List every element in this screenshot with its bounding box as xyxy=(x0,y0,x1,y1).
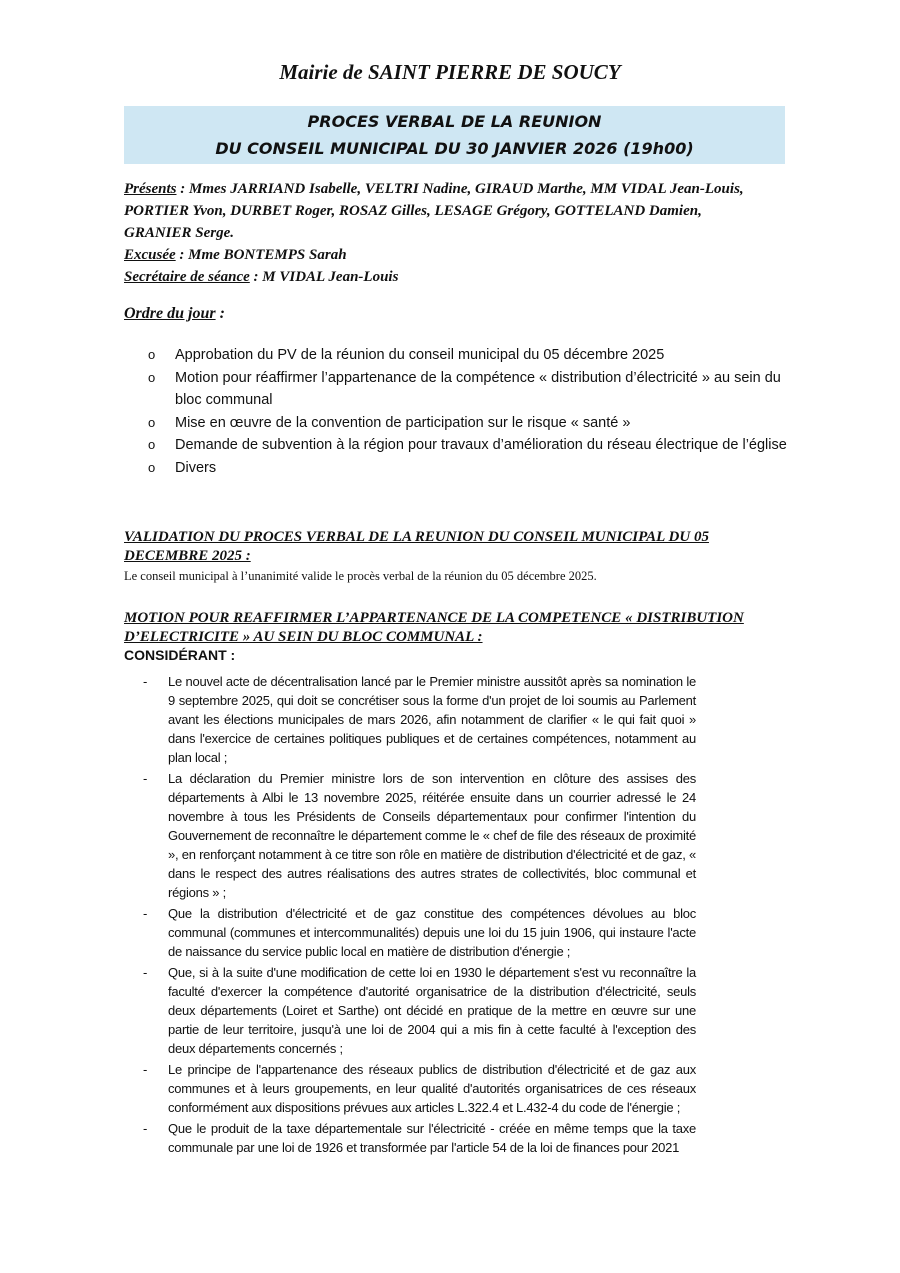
dash-icon: - xyxy=(143,906,148,921)
excusee-text: : Mme BONTEMPS Sarah xyxy=(175,247,347,263)
consideration-text: Que le produit de la taxe départementale sur l'électricité - créée en même temps que la taxe communale par une loi de 1926 et transformée par l'article 54 de la loi de finances pour 2021 xyxy=(168,1121,696,1155)
agenda-item xyxy=(148,412,788,435)
banner-line-2: DU CONSEIL MUNICIPAL DU 30 JANVIER 2026 (19h00) xyxy=(215,139,694,158)
bullet-icon: o xyxy=(148,347,156,362)
mairie-title: Mairie de SAINT PIERRE DE SOUCY xyxy=(279,60,621,84)
considerations-list xyxy=(140,672,696,1159)
consideration-text: Le principe de l'appartenance des réseaux publics de distribution d'électricité et de gaz aux communes et à leurs groupements, en leur qualité d'autorités organisatrices de ces réseaux conformément aux dispositions prévues aux articles L.322.4 et L.432-4 du code de l'énergie ; xyxy=(168,1062,696,1115)
secretaire-label: Secrétaire de séance xyxy=(124,269,250,285)
secretaire-text: : M VIDAL Jean-Louis xyxy=(249,269,399,285)
dash-icon: - xyxy=(143,674,148,689)
banner-line-1: PROCES VERBAL DE LA REUNION xyxy=(307,112,602,131)
consideration-item xyxy=(140,672,696,767)
consideration-item xyxy=(140,963,696,1058)
agenda-item xyxy=(148,367,788,412)
section-validation-body: Le conseil municipal à l’unanimité valide le procès verbal de la réunion du 05 décembre 2025. xyxy=(124,569,597,583)
consideration-text: La déclaration du Premier ministre lors de son intervention en clôture des assises des départements à Albi le 13 novembre 2025, réitérée ensuite dans un courrier adressé le 24 novembre à tous les Présidents de Conseils départementaux pour confirmer l'intention du Gouvernement de reconnaître le département comme le « chef de file des réseaux de proximité », en renforçant notamment à ce titre son rôle en matière de distribution d'électricité et de gaz, « dans le respect des autres réalisations des autres strates de collectivités, bloc communal et régions » ; xyxy=(168,771,696,900)
consideration-item xyxy=(140,1119,696,1157)
agenda-title-suffix: : xyxy=(215,305,225,322)
agenda-item xyxy=(148,434,788,457)
agenda-item xyxy=(148,344,788,367)
presents-label: Présents xyxy=(124,181,177,197)
consideration-text: Que, si à la suite d'une modification de cette loi en 1930 le département s'est vu reconnaître la faculté d'exercer la compétence d'autorité organisatrice de la distribution d'électricité, seuls deux départements (Loiret et Sarthe) ont décidé en pratique de la mettre en œuvre sur une partie de leur territoire, jusqu'à une loi de 2004 qui a mis fin à cette faculté à l'exception des deux départements concernés ; xyxy=(168,965,696,1056)
agenda-title xyxy=(124,305,225,323)
bullet-icon: o xyxy=(148,459,156,475)
agenda-item-text: Approbation du PV de la réunion du conseil municipal du 05 décembre 2025 xyxy=(175,347,665,363)
dash-icon: - xyxy=(143,1062,148,1077)
dash-icon: - xyxy=(143,771,148,786)
excusee-line xyxy=(124,244,764,266)
agenda-item xyxy=(148,457,788,480)
agenda-title-label: Ordre du jour xyxy=(124,305,216,322)
bullet-icon: o xyxy=(148,414,156,430)
dash-icon: - xyxy=(143,1121,148,1136)
consideration-item xyxy=(140,769,696,902)
agenda-item-text: Divers xyxy=(175,459,217,476)
considerant-heading: CONSIDÉRANT : xyxy=(124,647,236,663)
attendance-block xyxy=(124,178,764,288)
consideration-item xyxy=(140,1060,696,1117)
consideration-text: Que la distribution d'électricité et de gaz constitue des compétences dévolues au bloc communal (communes et intercommunalités) depuis une loi du 15 juin 1906, qui instaure l'acte de naissance du service public local en matière de distribution d'énergie ; xyxy=(168,906,696,959)
consideration-item xyxy=(140,904,696,961)
agenda-list xyxy=(148,344,788,479)
bullet-icon: o xyxy=(148,369,156,385)
agenda-item-text: Demande de subvention à la région pour travaux d’amélioration du réseau électrique de l’église xyxy=(175,437,787,453)
consideration-text: Le nouvel acte de décentralisation lancé par le Premier ministre aussitôt après sa nomination le 9 septembre 2025, qui doit se concrétiser sous la forme d'un projet de loi soumis au Parlement avant les élections municipales de mars 2026, afin notamment de clarifier « le qui fait quoi » dans l'exercice de certaines politiques publiques et de certaines compétences, notamment au plan local ; xyxy=(168,674,696,765)
presents-text: : Mmes JARRIAND Isabelle, VELTRI Nadine, GIRAUD Marthe, MM VIDAL Jean-Louis, PORTIER Yvon, DURBET Roger, ROSAZ Gilles, LESAGE Grégory, GOTTELAND Damien, GRANIER Serge. xyxy=(124,181,744,241)
section-validation-title: VALIDATION DU PROCES VERBAL DE LA REUNION DU CONSEIL MUNICIPAL DU 05 DECEMBRE 2025 : xyxy=(124,529,709,564)
agenda-item-text: Mise en œuvre de la convention de participation sur le risque « santé » xyxy=(175,414,631,431)
presents-line xyxy=(124,178,764,244)
secretaire-line xyxy=(124,266,764,288)
dash-icon: - xyxy=(143,965,148,980)
section-motion-title: MOTION POUR REAFFIRMER L’APPARTENANCE DE LA COMPETENCE « DISTRIBUTION D’ELECTRICITE » AU SEIN DU BLOC COMMUNAL : xyxy=(124,610,744,645)
bullet-icon: o xyxy=(148,437,156,452)
agenda-item-text: Motion pour réaffirmer l’appartenance de la compétence « distribution d’électricité » au sein du bloc communal xyxy=(175,369,781,408)
title-banner xyxy=(124,106,785,164)
excusee-label: Excusée xyxy=(124,247,176,263)
